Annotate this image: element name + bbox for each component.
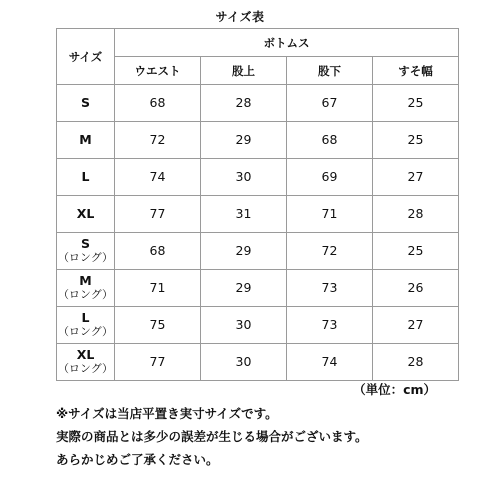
size-variant: （ロング） (57, 251, 114, 264)
table-row (57, 196, 459, 233)
table-row (57, 159, 459, 196)
table-cell: 28 (373, 344, 459, 381)
table-cell: 74 (115, 159, 201, 196)
table-cell: 73 (287, 307, 373, 344)
table-cell: 68 (115, 85, 201, 122)
table-cell: 67 (287, 85, 373, 122)
size-name: L (81, 310, 90, 325)
table-cell: 73 (287, 270, 373, 307)
table-cell: 68 (287, 122, 373, 159)
table-cell: 30 (201, 159, 287, 196)
column-header-rise: 股上 (201, 57, 287, 85)
column-header-waist: ウエスト (115, 57, 201, 85)
column-header-inseam: 股下 (287, 57, 373, 85)
size-variant: （ロング） (57, 288, 114, 301)
table-cell: 29 (201, 233, 287, 270)
size-header: サイズ (57, 29, 115, 85)
table-cell: 30 (201, 307, 287, 344)
size-label (57, 270, 115, 307)
size-name: XL (76, 206, 95, 221)
table-row (57, 307, 459, 344)
size-name: M (79, 273, 92, 288)
size-label (57, 307, 115, 344)
table-cell: 74 (287, 344, 373, 381)
unit-label: （単位：cm） (353, 382, 436, 397)
size-name: XL (76, 347, 95, 362)
table-cell: 69 (287, 159, 373, 196)
size-variant: （ロング） (57, 362, 114, 375)
table-cell: 71 (115, 270, 201, 307)
size-label (57, 159, 115, 196)
table-cell: 71 (287, 196, 373, 233)
size-name: L (81, 169, 90, 184)
size-label (57, 233, 115, 270)
size-name: M (79, 132, 92, 147)
table-cell: 25 (373, 85, 459, 122)
table-cell: 29 (201, 122, 287, 159)
table-cell: 25 (373, 233, 459, 270)
note-line: ※サイズは当店平置き実寸サイズです。 (56, 406, 278, 421)
size-variant: （ロング） (57, 325, 114, 338)
table-cell: 77 (115, 344, 201, 381)
table-cell: 30 (201, 344, 287, 381)
table-cell: 72 (287, 233, 373, 270)
page-title: サイズ表 (215, 10, 265, 24)
table-row (57, 233, 459, 270)
table-cell: 25 (373, 122, 459, 159)
table-cell: 27 (373, 307, 459, 344)
table-row (57, 270, 459, 307)
size-label (57, 196, 115, 233)
table-cell: 77 (115, 196, 201, 233)
bottoms-header: ボトムス (115, 29, 459, 57)
size-label (57, 344, 115, 381)
table-cell: 26 (373, 270, 459, 307)
size-label (57, 122, 115, 159)
size-label (57, 85, 115, 122)
note-line: 実際の商品とは多少の誤差が生じる場合がございます。 (56, 429, 368, 444)
table-row (57, 85, 459, 122)
table-cell: 28 (201, 85, 287, 122)
note-line: あらかじめご了承ください。 (56, 452, 219, 467)
table-cell: 68 (115, 233, 201, 270)
notes (56, 402, 368, 471)
table-cell: 31 (201, 196, 287, 233)
table-cell: 27 (373, 159, 459, 196)
table-cell: 28 (373, 196, 459, 233)
table-cell: 29 (201, 270, 287, 307)
table-row (57, 344, 459, 381)
size-name: S (80, 236, 90, 251)
table-cell: 75 (115, 307, 201, 344)
table-row (57, 122, 459, 159)
size-name: S (80, 95, 90, 110)
column-header-hem-width: すそ幅 (373, 57, 459, 85)
size-table (56, 28, 459, 381)
table-cell: 72 (115, 122, 201, 159)
